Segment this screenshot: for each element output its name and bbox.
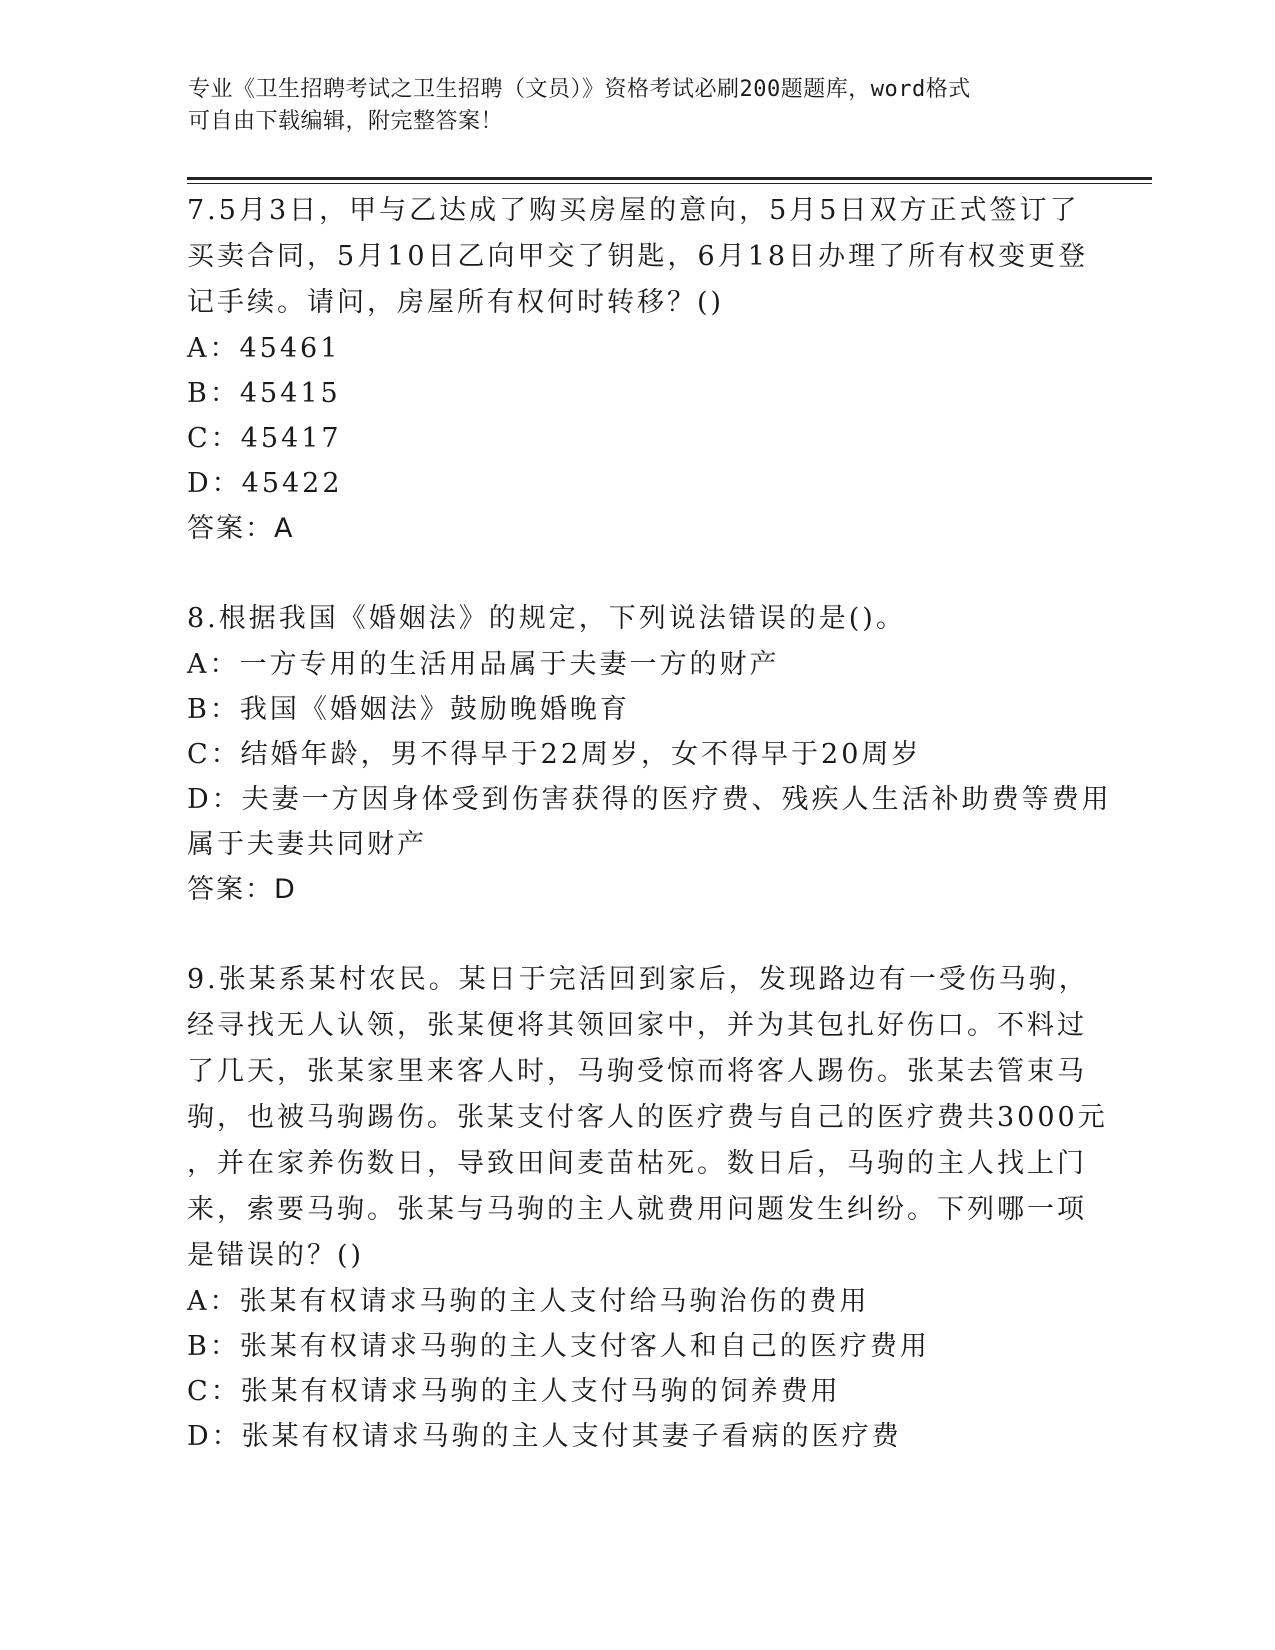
header-divider-thin: [187, 183, 1152, 184]
answer-label: 答案：A: [187, 513, 295, 544]
stem-line: 经寻找无人认领，张某便将其领回家中，并为其包扎好伤口。不料过: [187, 1010, 1087, 1041]
question-8: [187, 596, 1112, 913]
option-d-line: 属于夫妻共同财产: [187, 829, 427, 860]
answer-label: 答案：D: [187, 874, 297, 905]
question-stem: [187, 957, 1108, 1279]
question-list: [187, 188, 1112, 1459]
stem-line: 驹，也被马驹踢伤。张某支付客人的医疗费与自己的医疗费共3000元: [187, 1102, 1108, 1133]
question-7: [187, 188, 1089, 552]
option-d: D：张某有权请求马驹的主人支付其妻子看病的医疗费: [187, 1421, 902, 1452]
document-header: [188, 74, 1068, 138]
option-b: B：我国《婚姻法》鼓励晚婚晚育: [187, 694, 630, 725]
stem-line: 了几天，张某家里来客人时，马驹受惊而将客人踢伤。张某去管束马: [187, 1056, 1087, 1087]
option-c: C：结婚年龄，男不得早于22周岁，女不得早于20周岁: [187, 739, 922, 770]
stem-line: 买卖合同，5月10日乙向甲交了钥匙，6月18日办理了所有权变更登: [187, 241, 1089, 272]
option-c: C：张某有权请求马驹的主人支付马驹的饲养费用: [187, 1376, 841, 1407]
stem-line: ，并在家养伤数日，导致田间麦苗枯死。数日后，马驹的主人找上门: [187, 1148, 1087, 1179]
question-spacer: [187, 552, 1077, 596]
header-line-2: 可自由下载编辑，附完整答案！: [188, 109, 504, 134]
header-line-1: 专业《卫生招聘考试之卫生招聘（文员）》资格考试必刷200题题库，word格式: [188, 77, 971, 102]
option-d: [187, 777, 1112, 867]
option-b: B：张某有权请求马驹的主人支付客人和自己的医疗费用: [187, 1331, 930, 1362]
stem-line: 记手续。请问，房屋所有权何时转移？(): [187, 287, 725, 318]
stem-line: 来，索要马驹。张某与马驹的主人就费用问题发生纠纷。下列哪一项: [187, 1194, 1087, 1225]
option-d: D：45422: [187, 468, 343, 499]
stem-line: 9.张某系某村农民。某日于完活回到家后，发现路边有一受伤马驹，: [187, 964, 1089, 995]
stem-line: 是错误的？(): [187, 1240, 365, 1271]
question-stem: [187, 596, 1077, 642]
option-d-line: D：夫妻一方因身体受到伤害获得的医疗费、残疾人生活补助费等费用: [187, 784, 1112, 815]
stem-line: 7.5月3日，甲与乙达成了购买房屋的意向，5月5日双方正式签订了: [187, 195, 1080, 226]
header-divider-thick: [187, 177, 1152, 180]
option-a: A：一方专用的生活用品属于夫妻一方的财产: [187, 649, 780, 680]
option-a: A：45461: [187, 333, 341, 364]
option-b: B：45415: [187, 378, 341, 409]
question-stem: [187, 188, 1089, 326]
option-a: A：张某有权请求马驹的主人支付给马驹治伤的费用: [187, 1286, 870, 1317]
question-spacer: [187, 913, 1077, 957]
stem-line: 8.根据我国《婚姻法》的规定，下列说法错误的是()。: [187, 603, 906, 634]
option-c: C：45417: [187, 423, 342, 454]
question-9: [187, 957, 1108, 1459]
